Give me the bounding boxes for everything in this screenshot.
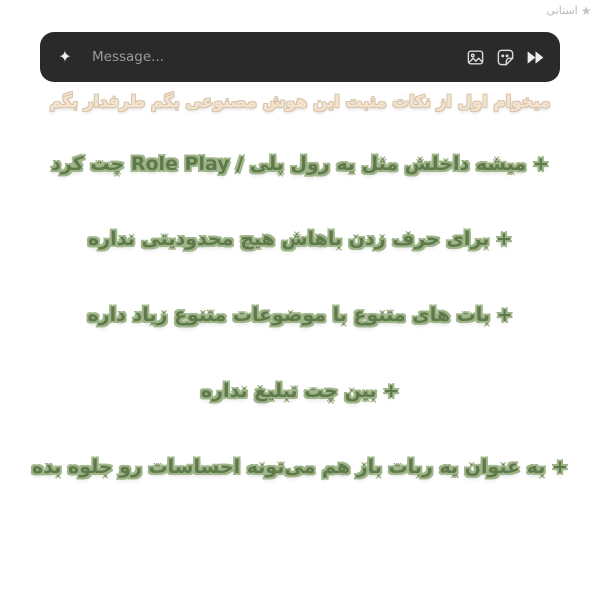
text-content bbox=[0, 92, 600, 479]
point-line-3: + بات های متنوع با موضوعات متنوع زیاد داره bbox=[87, 304, 513, 327]
point-line-1: + میشه داخلش مثل یه رول پلی / Role Play چت کرد bbox=[51, 152, 549, 175]
point-line-4: + بین چت تبلیغ نداره bbox=[200, 379, 400, 402]
message-composer[interactable] bbox=[40, 32, 560, 82]
star-icon: ★ bbox=[580, 3, 592, 18]
sparkle-icon[interactable]: ✦ bbox=[58, 47, 72, 66]
watermark-text: استاتی bbox=[546, 4, 578, 17]
send-icon[interactable] bbox=[522, 44, 548, 70]
watermark bbox=[547, 4, 592, 17]
intro-line: میخوام اول از نکات مثبت این هوش مصنوعی بگم طرفدار بگم bbox=[49, 92, 551, 111]
message-input[interactable] bbox=[82, 49, 458, 65]
image-icon[interactable] bbox=[462, 44, 488, 70]
point-line-5: + به عنوان یه ربات باز هم می‌تونه احساسات رو جلوه بده bbox=[32, 455, 568, 478]
sticker-icon[interactable] bbox=[492, 44, 518, 70]
point-line-2: + برای حرف زدن باهاش هیچ محدودیتی نداره bbox=[88, 228, 512, 251]
